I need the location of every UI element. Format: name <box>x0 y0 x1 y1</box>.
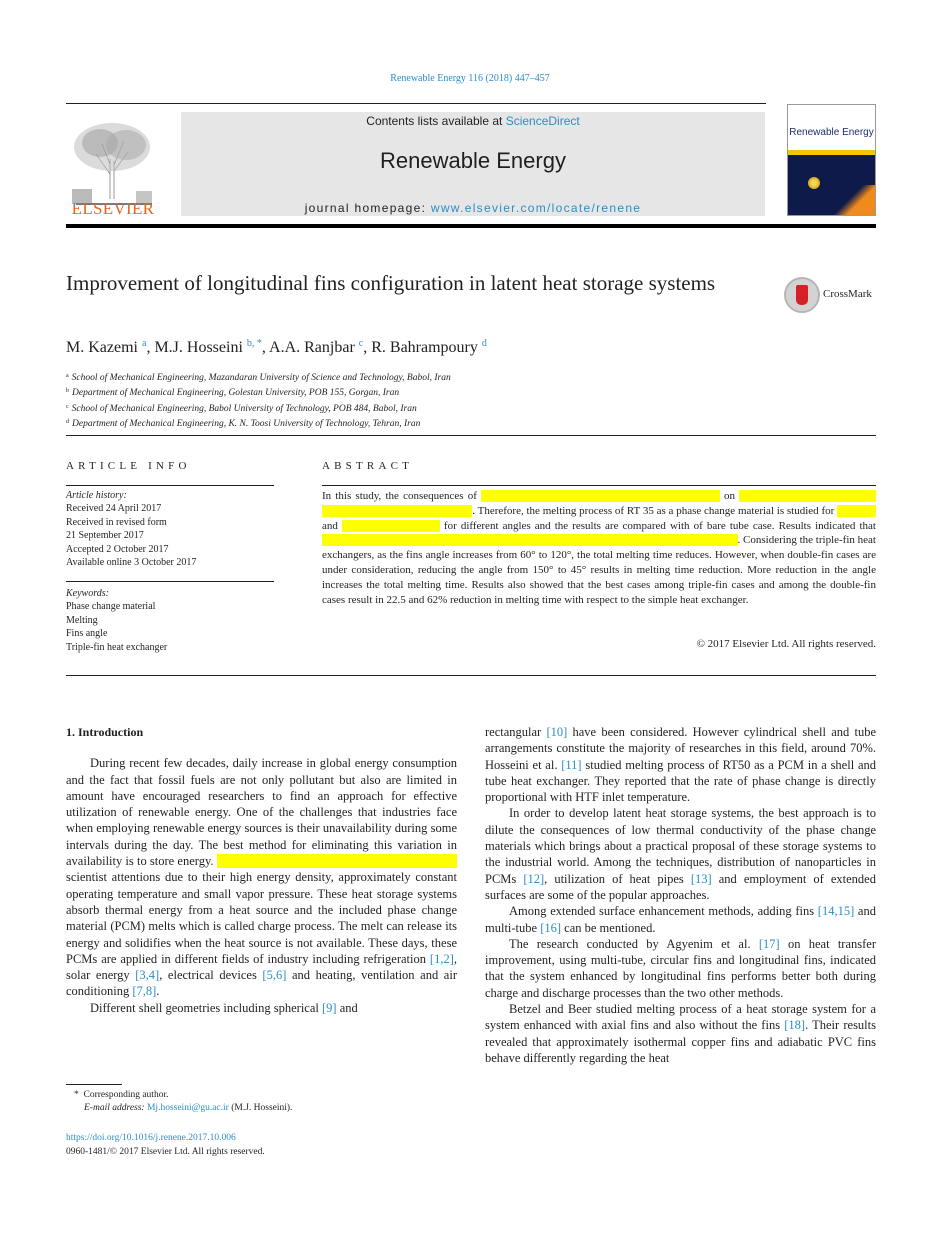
citation-link[interactable]: [10] <box>546 725 568 739</box>
keyword: Melting <box>66 614 98 626</box>
highlight-block <box>322 534 738 546</box>
footnote-line <box>74 1102 292 1115</box>
abstract-segment: . Considering the triple-fin heat exchangers, as the fins angle increases from 60° to 120°, the total melting time reduces. However, when double-fin cases are under consideration, reducing the angle from 150° to 45° results in melting time reduction. More reduction in the angle increases the total melting time. Results also showed that the best cases among triple-fin cases and among the double-fin cases result in 22.5 and 62% reduction in melting time with respect to the simple heat exchanger. <box>322 534 876 606</box>
doi-link[interactable]: https://doi.org/10.1016/j.renene.2017.10.006 <box>66 1133 236 1143</box>
section-heading: 1. Introduction <box>66 725 144 739</box>
article-history <box>66 489 196 569</box>
body-paragraph <box>485 805 876 903</box>
abstract-segment: for different angles and the results are compared with of bare tube case. Results indicated that <box>439 519 876 532</box>
footnote-line <box>74 1089 292 1102</box>
history-label: Article history: <box>66 490 127 501</box>
affiliation-sup: d <box>66 418 69 425</box>
text-run: Betzel and Beer studied melting process of a heat storage system for a system enhanced with axial fins and also without the fins <box>485 1002 876 1033</box>
email-label: E-mail address: <box>84 1103 147 1114</box>
contents-line <box>181 114 765 128</box>
highlight-block <box>217 854 457 868</box>
text-run: . <box>156 984 160 999</box>
author-name: A.A. Ranjbar <box>269 339 355 356</box>
text-run: In order to develop latent heat storage systems, the best approach is to dilute the consequences of low thermal conductivity of the phase change materials which brings about a practical proposal of these storage systems to the industrial world. Among the techniques, distribution of nanoparticles in PCMs <box>485 806 876 886</box>
elsevier-wordmark: ELSEVIER <box>71 199 155 218</box>
text-run: on heat transfer improvement, using multi-tube, circular fins and longitudinal fins, indicated that the system enhanced by longitudinal fins performs better both during charge and discharge processes than the two other methods. <box>485 936 876 1000</box>
journal-reference[interactable]: Renewable Energy 116 (2018) 447–457 <box>390 73 550 84</box>
journal-masthead <box>181 112 765 216</box>
text-run: , electrical devices <box>159 968 263 983</box>
text-run: and employment of extended surfaces are some of the popular approaches. <box>485 871 876 902</box>
cover-flower-icon <box>808 177 820 189</box>
text-run: studied melting process of RT50 as a PCM in a shell and tube heat exchanger. They reported that the rate of phase change is directly proportional with HTF inlet temperature. <box>485 757 876 805</box>
affiliation-text: Department of Mechanical Engineering, K. N. Toosi University of Technology, Tehran, Iran <box>72 418 421 429</box>
cover-orange-corner <box>835 185 875 215</box>
abstract-segment: on <box>719 490 740 502</box>
text-run: , solar energy <box>66 951 457 983</box>
contents-prefix: Contents lists available at <box>366 114 506 128</box>
body-paragraph <box>485 903 876 936</box>
citation-link[interactable]: [11] <box>561 757 582 772</box>
abstract-heading: ABSTRACT <box>322 460 414 472</box>
history-entry: Accepted 2 October 2017 <box>66 543 169 555</box>
citation-link[interactable]: [14,15] <box>817 904 855 919</box>
body-paragraph <box>485 936 876 1001</box>
text-run: have been considered. However cylindrical shell and tube arrangements constitute the majority of researches in this field, around 70%. Hosseini et al. <box>485 725 877 772</box>
journal-cover-thumbnail[interactable] <box>787 104 876 216</box>
abstract-rule <box>322 485 876 486</box>
text-run: The research conducted by Agyenim et al. <box>509 936 759 951</box>
text-run: Among extended surface enhancement methods, adding fins <box>509 904 818 919</box>
text-run: scientist attentions due to their high energy density, approximately constant operating temperature and small vapor pressure. These heat storage systems absorb thermal energy from a heat source and the included phase change material (PCM) melts which is called charge process. The melt can release its energy and solidifies when the heat source is not available. These days, these PCMs are applied in different fields of industry including refrigeration <box>66 870 457 966</box>
affiliation-text: School of Mechanical Engineering, Babol University of Technology, POB 484, Babol, Iran <box>71 403 417 414</box>
keyword: Phase change material <box>66 601 156 613</box>
abstract-segment: In this study, the consequences of <box>322 490 482 502</box>
affiliation <box>66 385 451 400</box>
citation-link[interactable]: [5,6] <box>262 968 287 983</box>
history-entry: Received in revised form <box>66 516 167 528</box>
body-paragraph <box>485 1001 876 1066</box>
citation-link[interactable]: [17] <box>758 936 780 951</box>
affiliation <box>66 370 451 385</box>
text-run: and multi-tube <box>485 904 876 935</box>
text-run: and heating, ventilation and air conditioning <box>66 968 457 999</box>
text-run: can be mentioned. <box>561 920 656 935</box>
abstract-copyright: © 2017 Elsevier Ltd. All rights reserved. <box>696 638 876 650</box>
abstract-segment: . Therefore, the melting process of RT 35 as a phase change material is studied for <box>472 504 838 517</box>
homepage-prefix: journal homepage: <box>304 201 431 215</box>
history-entry: Received 24 April 2017 <box>66 503 162 515</box>
article-title: Improvement of longitudinal fins configuration in latent heat storage systems <box>66 271 716 295</box>
author-name: M.J. Hosseini <box>154 339 243 356</box>
footnote-text: Corresponding author. <box>83 1090 169 1100</box>
body-column-left <box>66 724 457 1016</box>
affiliation-text: School of Mechanical Engineering, Mazandaran University of Science and Technology, Babol, Iran <box>71 373 451 383</box>
author-name: R. Bahrampoury <box>371 339 478 356</box>
citation-link[interactable]: [9] <box>322 1000 337 1015</box>
citation-link[interactable]: [1,2] <box>429 951 454 966</box>
affiliation <box>66 416 451 431</box>
affiliation-sup: b <box>66 388 69 395</box>
footnote-star: * <box>74 1090 79 1100</box>
affiliation <box>66 401 451 416</box>
keywords-rule <box>66 581 274 582</box>
body-paragraph <box>485 724 876 805</box>
masthead-thick-rule <box>66 224 876 228</box>
homepage-link[interactable]: www.elsevier.com/locate/renene <box>430 201 642 215</box>
crossmark-label: CrossMark <box>823 288 872 300</box>
homepage-line <box>181 201 765 215</box>
affiliation-list <box>66 370 451 431</box>
abstract-bottom-rule <box>66 675 876 676</box>
body-paragraph <box>66 755 457 999</box>
section-rule <box>66 435 876 436</box>
abstract-text <box>322 489 876 607</box>
affiliation-sup: c <box>66 403 69 410</box>
corresponding-author-footnote <box>74 1089 292 1116</box>
highlight-block <box>837 505 876 517</box>
email-suffix: (M.J. Hosseini). <box>228 1103 293 1114</box>
text-run: Different shell geometries including spherical <box>90 1000 322 1015</box>
sciencedirect-link[interactable]: ScienceDirect <box>505 114 580 128</box>
affiliation-sup: a <box>66 373 69 379</box>
citation-link[interactable]: [13] <box>690 871 712 886</box>
citation-link[interactable]: [18] <box>784 1018 806 1033</box>
text-run: . Their results revealed that approximately isothermal copper fins and adiabatic PVC fins behave differently regarding the heat <box>485 1018 876 1065</box>
keyword: Fins angle <box>66 628 108 640</box>
author-list: M. Kazemi $^a$, M.J. Hosseini $^{b, *}$, A.A. Ranjbar $^c$, R. Bahrampoury $^d$ <box>66 338 487 356</box>
highlight-block <box>481 490 720 502</box>
text-run: rectangular <box>485 725 547 739</box>
journal-title: Renewable Energy <box>380 148 566 173</box>
author-affil-sup[interactable]: a <box>141 338 147 349</box>
citation-link[interactable]: [7,8] <box>132 984 157 999</box>
text-run: During recent few decades, daily increase in global energy consumption and the fact that fossil fuels are not only pollutant but also are limited in amount have encouraged researchers to find an approach for effective utilization of renewable energy. One of the challenges that industries face when employing renewable energy sources is their unavailability during some intervals during the day. The best method for eliminating this variation in availability is to store energy. <box>66 756 457 869</box>
crossmark-badge[interactable] <box>784 277 884 313</box>
body-paragraph <box>66 1000 457 1016</box>
citation-link[interactable]: [12] <box>523 871 545 886</box>
footnote-rule <box>66 1084 122 1085</box>
author-affil-sup[interactable]: b, * <box>246 338 262 349</box>
history-entry: 21 September 2017 <box>66 530 144 542</box>
text-run: , utilization of heat pipes <box>544 871 691 886</box>
issn-line: 0960-1481/© 2017 Elsevier Ltd. All rights reserved. <box>66 1147 265 1157</box>
keyword: Triple-fin heat exchanger <box>66 641 168 653</box>
crossmark-icon <box>784 277 820 313</box>
article-info-heading: ARTICLE INFO <box>66 460 191 472</box>
keyword-list <box>66 587 167 654</box>
affiliation-text: Department of Mechanical Engineering, Golestan University, POB 155, Gorgan, Iran <box>72 388 400 399</box>
abstract-segment: and <box>322 519 342 532</box>
history-entry: Available online 3 October 2017 <box>66 557 197 569</box>
text-run: and <box>336 1000 358 1015</box>
citation-link[interactable]: [16] <box>540 920 562 935</box>
header-rule <box>66 103 766 104</box>
citation-link[interactable]: [3,4] <box>135 968 160 983</box>
cover-title: Renewable Energy <box>789 127 874 138</box>
doi-block <box>66 1131 265 1159</box>
keywords-label: Keywords: <box>66 588 109 599</box>
email-link[interactable]: Mj.hosseini@gu.ac.ir <box>146 1103 229 1114</box>
author-affil-sup[interactable]: c <box>358 338 364 349</box>
author-affil-sup[interactable]: d <box>481 338 487 349</box>
article-info-rule <box>66 485 274 486</box>
body-column-right <box>485 724 876 1066</box>
highlight-block <box>342 520 440 532</box>
author-name: M. Kazemi <box>66 339 138 356</box>
